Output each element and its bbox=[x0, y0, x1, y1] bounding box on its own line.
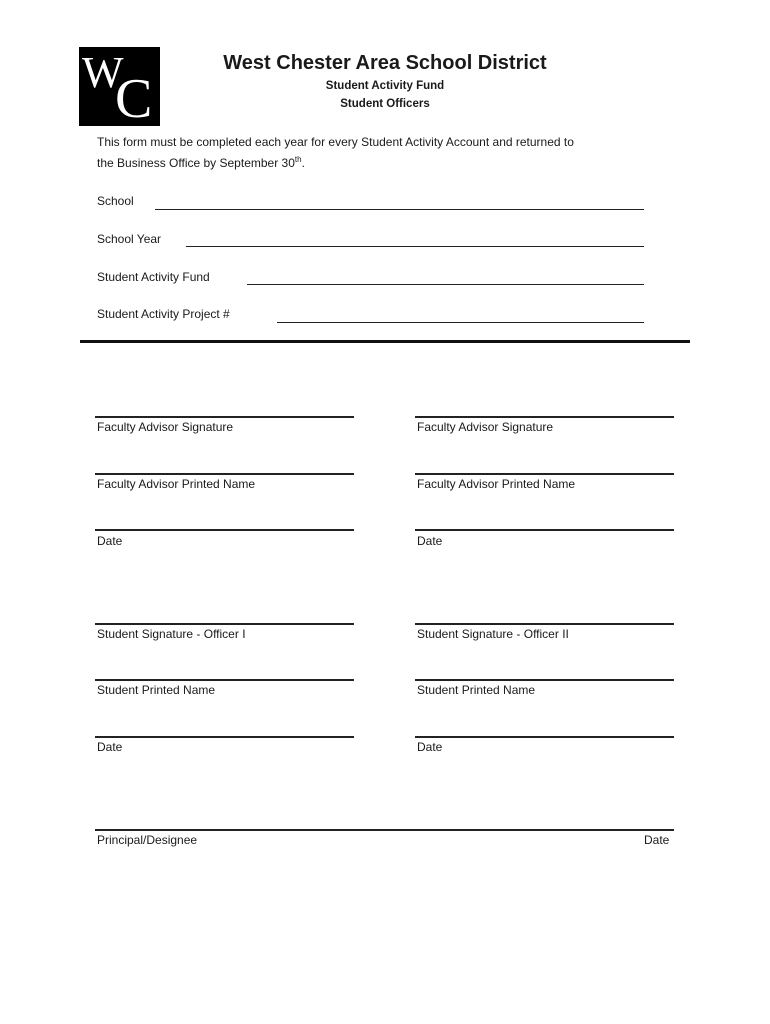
faculty-date-line-left[interactable] bbox=[95, 529, 354, 531]
faculty-advisor-signature-line-right[interactable] bbox=[415, 416, 674, 418]
subtitle-officers: Student Officers bbox=[340, 98, 430, 110]
school-label: School bbox=[97, 194, 134, 208]
logo-letter-w: W bbox=[82, 48, 120, 97]
student-date-line-left[interactable] bbox=[95, 736, 354, 738]
faculty-advisor-signature-label-right: Faculty Advisor Signature bbox=[417, 420, 554, 434]
principal-date-label: Date bbox=[644, 833, 670, 847]
logo-letter-c: C bbox=[115, 68, 153, 126]
student-name-label-right: Student Printed Name bbox=[417, 683, 536, 697]
student-date-label-left: Date bbox=[97, 740, 123, 754]
student-signature-line-left[interactable] bbox=[95, 623, 354, 625]
faculty-advisor-name-line-right[interactable] bbox=[415, 473, 674, 475]
student-signature-label-left: Student Signature - Officer I bbox=[97, 627, 246, 641]
student-signature-label-right: Student Signature - Officer II bbox=[417, 627, 569, 641]
school-field[interactable] bbox=[155, 209, 644, 210]
page-title: West Chester Area School District bbox=[223, 52, 547, 74]
student-activity-project-label: Student Activity Project # bbox=[97, 307, 230, 321]
faculty-advisor-name-line-left[interactable] bbox=[95, 473, 354, 475]
faculty-advisor-name-label-left: Faculty Advisor Printed Name bbox=[97, 477, 256, 491]
student-name-line-left[interactable] bbox=[95, 679, 354, 681]
faculty-date-line-right[interactable] bbox=[415, 529, 674, 531]
faculty-date-label-right: Date bbox=[417, 534, 443, 548]
principal-signature-line[interactable] bbox=[95, 829, 674, 831]
instructions-line-2-text: the Business Office by September 30 bbox=[97, 156, 295, 170]
instructions-line-2 bbox=[97, 155, 305, 171]
student-signature-line-right[interactable] bbox=[415, 623, 674, 625]
student-activity-fund-label: Student Activity Fund bbox=[97, 270, 210, 284]
subtitle-fund: Student Activity Fund bbox=[325, 80, 445, 92]
faculty-date-label-left: Date bbox=[97, 534, 123, 548]
school-year-field[interactable] bbox=[186, 246, 644, 247]
faculty-advisor-signature-line-left[interactable] bbox=[95, 416, 354, 418]
student-name-label-left: Student Printed Name bbox=[97, 683, 216, 697]
principal-label: Principal/Designee bbox=[97, 833, 198, 847]
student-date-label-right: Date bbox=[417, 740, 443, 754]
student-date-line-right[interactable] bbox=[415, 736, 674, 738]
instructions-line-1: This form must be completed each year for every Student Activity Account and returned to bbox=[97, 135, 574, 149]
student-activity-fund-field[interactable] bbox=[247, 284, 644, 285]
wc-logo bbox=[79, 47, 160, 126]
instructions-line-2-end: . bbox=[301, 156, 305, 170]
faculty-advisor-signature-label-left: Faculty Advisor Signature bbox=[97, 420, 234, 434]
section-divider bbox=[80, 340, 690, 343]
instructions-superscript: th bbox=[294, 155, 302, 164]
school-year-label: School Year bbox=[97, 232, 162, 246]
student-name-line-right[interactable] bbox=[415, 679, 674, 681]
student-activity-project-field[interactable] bbox=[277, 322, 644, 323]
faculty-advisor-name-label-right: Faculty Advisor Printed Name bbox=[417, 477, 576, 491]
